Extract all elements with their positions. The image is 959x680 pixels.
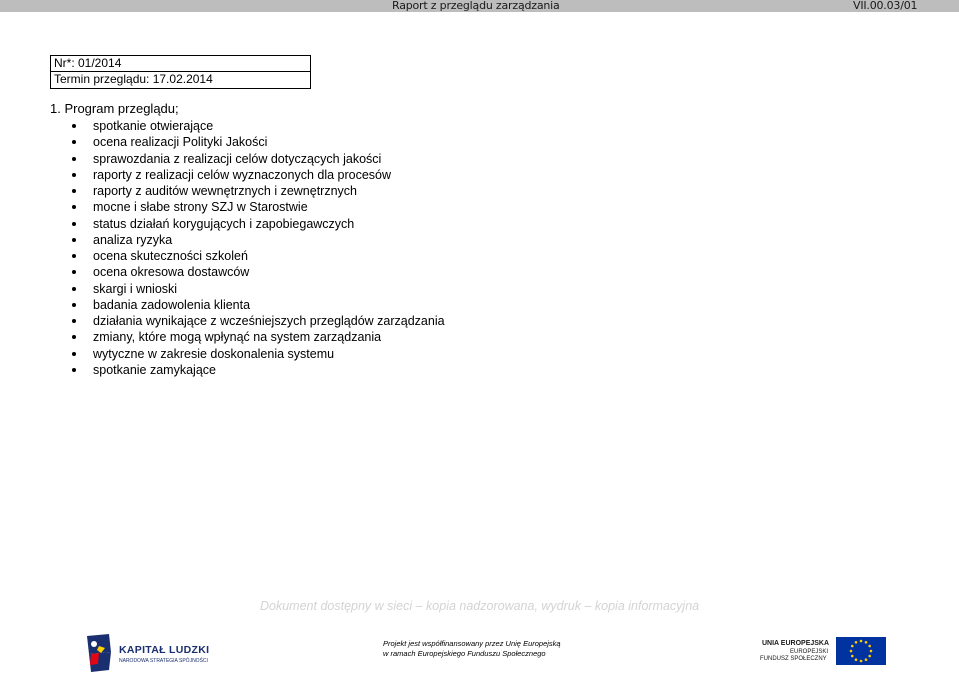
list-item-text: wytyczne w zakresie doskonalenia systemu xyxy=(93,346,335,361)
bullet-icon xyxy=(72,222,76,226)
bullet-icon xyxy=(72,254,76,258)
list-item xyxy=(60,216,445,232)
list-item-text: spotkanie zamykające xyxy=(93,362,216,377)
eu-logo-line3: FUNDUSZ SPOŁECZNY xyxy=(760,656,827,662)
list-item xyxy=(60,134,445,150)
bullet-icon xyxy=(72,205,76,209)
bullet-icon xyxy=(72,319,76,323)
header-bar xyxy=(0,0,959,12)
list-item xyxy=(60,183,445,199)
list-item-text: skargi i wnioski xyxy=(93,281,178,296)
eu-logo-line2: EUROPEJSKI xyxy=(790,649,829,655)
bullet-icon xyxy=(72,352,76,356)
bullet-icon xyxy=(72,140,76,144)
list-item-text: ocena okresowa dostawców xyxy=(93,265,250,280)
bullet-icon xyxy=(72,303,76,307)
list-item-text: badania zadowolenia klienta xyxy=(93,297,251,312)
eu-flag-icon xyxy=(836,637,886,665)
bullet-icon xyxy=(72,287,76,291)
kapital-ludzki-flag-icon xyxy=(85,634,113,674)
eu-logo-title: UNIA EUROPEJSKA xyxy=(762,640,830,647)
list-item-text: ocena realizacji Polityki Jakości xyxy=(93,135,268,150)
list-item xyxy=(60,199,445,215)
bullet-icon xyxy=(72,157,76,161)
list-item xyxy=(60,281,445,297)
list-item xyxy=(60,297,445,313)
list-item xyxy=(60,346,445,362)
list-item-text: spotkanie otwierające xyxy=(93,119,214,133)
kapital-ludzki-logo xyxy=(85,634,225,674)
list-item-text: zmiany, które mogą wpłynąć na system zarządzania xyxy=(93,330,382,345)
bullet-icon xyxy=(72,124,76,128)
funding-note xyxy=(383,639,583,659)
list-item-text: mocne i słabe strony SZJ w Starostwie xyxy=(93,200,308,215)
list-item-text: ocena skuteczności szkoleń xyxy=(93,249,248,263)
kapital-ludzki-title: KAPITAŁ LUDZKI xyxy=(119,644,210,656)
list-item-text: raporty z auditów wewnętrznych i zewnętrznych xyxy=(93,184,358,198)
list-item xyxy=(60,167,445,183)
list-item xyxy=(60,248,445,264)
list-item-text: status działań korygujących i zapobiegawczych xyxy=(93,216,355,231)
document-code: VII.00.03/01 xyxy=(853,0,918,12)
program-list xyxy=(60,118,445,378)
program-heading: 1. Program przeglądu; xyxy=(50,101,179,116)
bullet-icon xyxy=(72,189,76,193)
funding-note-line2: w ramach Europejskiego Funduszu Społecznego xyxy=(383,649,546,658)
list-item xyxy=(60,118,445,134)
document-title: Raport z przeglądu zarządzania xyxy=(392,0,560,12)
review-date: Termin przeglądu: 17.02.2014 xyxy=(51,71,310,87)
bullet-icon xyxy=(72,270,76,274)
list-item xyxy=(60,264,445,280)
list-item-text: raporty z realizacji celów wyznaczonych dla procesów xyxy=(93,167,392,182)
list-item xyxy=(60,151,445,167)
info-box xyxy=(50,55,311,89)
bullet-icon xyxy=(72,368,76,372)
list-item-text: sprawozdania z realizacji celów dotyczących jakości xyxy=(93,151,382,166)
review-number: Nr*: 01/2014 xyxy=(54,56,122,70)
watermark-text: Dokument dostępny w sieci – kopia nadzorowana, wydruk – kopia informacyjna xyxy=(260,599,700,613)
list-item xyxy=(60,313,445,329)
bullet-icon xyxy=(72,335,76,339)
list-item-text: działania wynikające z wcześniejszych przeglądów zarządzania xyxy=(93,314,445,328)
bullet-icon xyxy=(72,173,76,177)
eu-logo xyxy=(760,637,890,667)
list-item xyxy=(60,362,445,378)
bullet-icon xyxy=(72,238,76,242)
list-item-text: analiza ryzyka xyxy=(93,232,173,247)
kapital-ludzki-subtitle: NARODOWA STRATEGIA SPÓJNOŚCI xyxy=(119,658,208,664)
list-item xyxy=(60,329,445,345)
funding-note-line1: Projekt jest współfinansowany przez Unię Europejską xyxy=(383,639,561,648)
list-item xyxy=(60,232,445,248)
